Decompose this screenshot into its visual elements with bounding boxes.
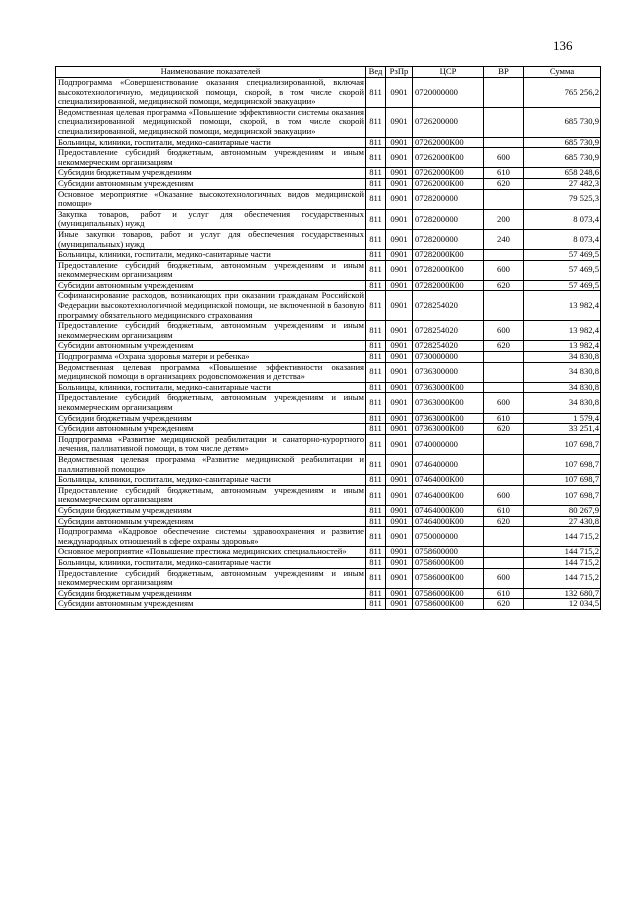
ved-cell: 811 [366,352,386,363]
csr-cell: 07586000К00 [413,568,484,588]
name-cell: Субсидии автономным учреждениям [56,516,366,527]
sum-cell: 13 982,4 [524,321,601,341]
csr-cell: 0728254020 [413,321,484,341]
sum-cell: 79 525,3 [524,189,601,209]
sum-cell: 685 730,9 [524,137,601,148]
vr-cell: 620 [484,516,524,527]
ved-cell: 811 [366,568,386,588]
rzpr-cell: 0901 [386,382,413,393]
table-row [56,362,601,382]
ved-cell: 811 [366,209,386,229]
name-cell: Подпрограмма «Кадровое обеспечение системы здравоохранения и развитие международных отношений в сфере охраны здоровья» [56,527,366,547]
sum-cell: 57 469,5 [524,260,601,280]
rzpr-cell: 0901 [386,475,413,486]
vr-cell [484,250,524,261]
csr-cell: 0726200000 [413,107,484,137]
vr-cell: 620 [484,280,524,291]
rzpr-cell: 0901 [386,260,413,280]
table-row [56,291,601,321]
sum-cell: 107 698,7 [524,475,601,486]
csr-cell: 0728200000 [413,209,484,229]
ved-cell: 811 [366,229,386,249]
table-row [56,588,601,599]
name-cell: Предоставление субсидий бюджетным, автономным учреждениям и иным некоммерческим организациям [56,321,366,341]
rzpr-cell: 0901 [386,229,413,249]
ved-cell: 811 [366,599,386,610]
name-cell: Субсидии автономным учреждениям [56,280,366,291]
csr-cell: 0728200000 [413,229,484,249]
sum-cell: 57 469,5 [524,280,601,291]
vr-cell [484,137,524,148]
ved-cell: 811 [366,250,386,261]
ved-cell: 811 [366,78,386,108]
rzpr-cell: 0901 [386,137,413,148]
sum-cell: 1 579,4 [524,413,601,424]
table-row [56,189,601,209]
csr-cell: 07262000К00 [413,168,484,179]
vr-cell: 600 [484,393,524,413]
rzpr-cell: 0901 [386,516,413,527]
sum-cell: 107 698,7 [524,434,601,454]
table-row [56,137,601,148]
ved-cell: 811 [366,148,386,168]
csr-cell: 0730000000 [413,352,484,363]
rzpr-cell: 0901 [386,413,413,424]
rzpr-cell: 0901 [386,78,413,108]
csr-cell: 07464000К00 [413,485,484,505]
csr-cell: 07282000К00 [413,280,484,291]
ved-cell: 811 [366,137,386,148]
csr-cell: 07282000К00 [413,250,484,261]
csr-cell: 07363000К00 [413,413,484,424]
header-rzpr: РзПр [386,67,413,78]
vr-cell [484,189,524,209]
csr-cell: 07586000К00 [413,588,484,599]
name-cell: Основное мероприятие «Повышение престижа медицинских специальностей» [56,547,366,558]
table-row [56,352,601,363]
header-name: Наименование показателей [56,67,366,78]
vr-cell: 610 [484,505,524,516]
ved-cell: 811 [366,321,386,341]
name-cell: Ведомственная целевая программа «Развитие медицинской реабилитации и паллиативной помощи» [56,454,366,474]
table-row [56,527,601,547]
ved-cell: 811 [366,516,386,527]
vr-cell [484,454,524,474]
rzpr-cell: 0901 [386,341,413,352]
table-row [56,475,601,486]
csr-cell: 07282000К00 [413,260,484,280]
ved-cell: 811 [366,189,386,209]
vr-cell [484,291,524,321]
sum-cell: 8 073,4 [524,229,601,249]
name-cell: Иные закупки товаров, работ и услуг для обеспечения государственных (муниципальных) нужд [56,229,366,249]
name-cell: Ведомственная целевая программа «Повышение эффективности системы оказания специализированной медицинской помощи, скорой, в том числе скорой специализированной, медицинской помощи, медицинской эвакуации» [56,107,366,137]
csr-cell: 07363000К00 [413,382,484,393]
vr-cell [484,557,524,568]
rzpr-cell: 0901 [386,168,413,179]
csr-cell: 0728254020 [413,341,484,352]
vr-cell [484,475,524,486]
table-row [56,178,601,189]
csr-cell: 07464000К00 [413,475,484,486]
sum-cell: 80 267,9 [524,505,601,516]
table-row [56,260,601,280]
sum-cell: 144 715,2 [524,557,601,568]
table-row [56,209,601,229]
sum-cell: 765 256,2 [524,78,601,108]
csr-cell: 0746400000 [413,454,484,474]
ved-cell: 811 [366,475,386,486]
page-number: 136 [553,38,573,53]
ved-cell: 811 [366,485,386,505]
table-row [56,280,601,291]
header-vr: ВР [484,67,524,78]
ved-cell: 811 [366,280,386,291]
ved-cell: 811 [366,260,386,280]
table-row [56,413,601,424]
vr-cell: 200 [484,209,524,229]
table-row [56,341,601,352]
name-cell: Субсидии автономным учреждениям [56,424,366,435]
name-cell: Основное мероприятие «Оказание высокотехнологичных видов медицинской помощи» [56,189,366,209]
vr-cell: 600 [484,148,524,168]
table-row [56,424,601,435]
name-cell: Софинансирование расходов, возникающих при оказании гражданам Российской Федерации высокотехнологичной медицинской помощи, не включенной в базовую программу обязательного медицинского страхования [56,291,366,321]
ved-cell: 811 [366,341,386,352]
vr-cell: 620 [484,178,524,189]
name-cell: Субсидии бюджетным учреждениям [56,168,366,179]
vr-cell [484,527,524,547]
ved-cell: 811 [366,168,386,179]
rzpr-cell: 0901 [386,547,413,558]
table-header-row [56,67,601,78]
rzpr-cell: 0901 [386,599,413,610]
table-row [56,321,601,341]
rzpr-cell: 0901 [386,557,413,568]
csr-cell: 07464000К00 [413,516,484,527]
name-cell: Предоставление субсидий бюджетным, автономным учреждениям и иным некоммерческим организациям [56,568,366,588]
vr-cell: 600 [484,485,524,505]
rzpr-cell: 0901 [386,178,413,189]
sum-cell: 107 698,7 [524,485,601,505]
sum-cell: 34 830,8 [524,382,601,393]
csr-cell: 0740000000 [413,434,484,454]
csr-cell: 07586000К00 [413,557,484,568]
ved-cell: 811 [366,424,386,435]
sum-cell: 144 715,2 [524,568,601,588]
rzpr-cell: 0901 [386,588,413,599]
rzpr-cell: 0901 [386,148,413,168]
ved-cell: 811 [366,413,386,424]
sum-cell: 132 680,7 [524,588,601,599]
name-cell: Субсидии автономным учреждениям [56,341,366,352]
table-row [56,454,601,474]
sum-cell: 27 430,8 [524,516,601,527]
name-cell: Подпрограмма «Совершенствование оказания специализированной, включая высокотехнологичную, медицинской помощи, скорой, в том числе скорой специализированной, медицинской помощи, медицинской эвакуации» [56,78,366,108]
vr-cell: 240 [484,229,524,249]
sum-cell: 107 698,7 [524,454,601,474]
table-row [56,485,601,505]
name-cell: Подпрограмма «Развитие медицинской реабилитации и санаторно-курортного лечения, паллиативной помощи, в том числе детям» [56,434,366,454]
vr-cell: 600 [484,568,524,588]
rzpr-cell: 0901 [386,505,413,516]
csr-cell: 07586000К00 [413,599,484,610]
csr-cell: 0750000000 [413,527,484,547]
sum-cell: 658 248,6 [524,168,601,179]
table-row [56,250,601,261]
rzpr-cell: 0901 [386,189,413,209]
name-cell: Больницы, клиники, госпитали, медико-санитарные части [56,557,366,568]
ved-cell: 811 [366,107,386,137]
csr-cell: 07262000К00 [413,178,484,189]
name-cell: Предоставление субсидий бюджетным, автономным учреждениям и иным некоммерческим организациям [56,260,366,280]
name-cell: Больницы, клиники, госпитали, медико-санитарные части [56,250,366,261]
table-row [56,599,601,610]
vr-cell: 620 [484,341,524,352]
sum-cell: 34 830,8 [524,393,601,413]
vr-cell: 610 [484,168,524,179]
sum-cell: 144 715,2 [524,527,601,547]
table-row [56,568,601,588]
ved-cell: 811 [366,527,386,547]
name-cell: Больницы, клиники, госпитали, медико-санитарные части [56,382,366,393]
name-cell: Предоставление субсидий бюджетным, автономным учреждениям и иным некоммерческим организациям [56,393,366,413]
sum-cell: 685 730,9 [524,148,601,168]
sum-cell: 34 830,8 [524,352,601,363]
csr-cell: 0736300000 [413,362,484,382]
table-row [56,107,601,137]
rzpr-cell: 0901 [386,209,413,229]
name-cell: Субсидии бюджетным учреждениям [56,413,366,424]
csr-cell: 0758600000 [413,547,484,558]
rzpr-cell: 0901 [386,485,413,505]
vr-cell [484,434,524,454]
csr-cell: 07363000К00 [413,393,484,413]
table-row [56,229,601,249]
vr-cell: 600 [484,260,524,280]
sum-cell: 13 982,4 [524,291,601,321]
name-cell: Субсидии бюджетным учреждениям [56,588,366,599]
sum-cell: 57 469,5 [524,250,601,261]
sum-cell: 34 830,8 [524,362,601,382]
table-row [56,505,601,516]
ved-cell: 811 [366,362,386,382]
rzpr-cell: 0901 [386,280,413,291]
name-cell: Ведомственная целевая программа «Повышение эффективности оказания медицинской помощи в организациях родовспоможения и детства» [56,362,366,382]
ved-cell: 811 [366,382,386,393]
vr-cell: 620 [484,599,524,610]
name-cell: Субсидии автономным учреждениям [56,599,366,610]
name-cell: Закупка товаров, работ и услуг для обеспечения государственных (муниципальных) нужд [56,209,366,229]
vr-cell [484,107,524,137]
ved-cell: 811 [366,178,386,189]
vr-cell: 610 [484,413,524,424]
ved-cell: 811 [366,393,386,413]
table-row [56,78,601,108]
table-row [56,393,601,413]
vr-cell [484,547,524,558]
csr-cell: 0720000000 [413,78,484,108]
ved-cell: 811 [366,557,386,568]
header-ved: Вед [366,67,386,78]
header-csr: ЦСР [413,67,484,78]
ved-cell: 811 [366,291,386,321]
ved-cell: 811 [366,588,386,599]
header-sum: Сумма [524,67,601,78]
rzpr-cell: 0901 [386,434,413,454]
vr-cell [484,382,524,393]
name-cell: Больницы, клиники, госпитали, медико-санитарные части [56,137,366,148]
sum-cell: 13 982,4 [524,341,601,352]
rzpr-cell: 0901 [386,352,413,363]
ved-cell: 811 [366,505,386,516]
sum-cell: 27 482,3 [524,178,601,189]
rzpr-cell: 0901 [386,107,413,137]
name-cell: Субсидии автономным учреждениям [56,178,366,189]
sum-cell: 33 251,4 [524,424,601,435]
ved-cell: 811 [366,454,386,474]
vr-cell [484,78,524,108]
vr-cell [484,362,524,382]
rzpr-cell: 0901 [386,291,413,321]
csr-cell: 07262000К00 [413,137,484,148]
name-cell: Предоставление субсидий бюджетным, автономным учреждениям и иным некоммерческим организациям [56,485,366,505]
sum-cell: 144 715,2 [524,547,601,558]
table-row [56,148,601,168]
table-row [56,168,601,179]
csr-cell: 07363000К00 [413,424,484,435]
name-cell: Подпрограмма «Охрана здоровья матери и ребенка» [56,352,366,363]
sum-cell: 12 034,5 [524,599,601,610]
rzpr-cell: 0901 [386,527,413,547]
sum-cell: 8 073,4 [524,209,601,229]
csr-cell: 07262000К00 [413,148,484,168]
csr-cell: 0728200000 [413,189,484,209]
vr-cell: 600 [484,321,524,341]
name-cell: Предоставление субсидий бюджетным, автономным учреждениям и иным некоммерческим организациям [56,148,366,168]
rzpr-cell: 0901 [386,568,413,588]
name-cell: Больницы, клиники, госпитали, медико-санитарные части [56,475,366,486]
csr-cell: 07464000К00 [413,505,484,516]
vr-cell: 610 [484,588,524,599]
csr-cell: 0728254020 [413,291,484,321]
rzpr-cell: 0901 [386,454,413,474]
table-row [56,557,601,568]
ved-cell: 811 [366,434,386,454]
rzpr-cell: 0901 [386,321,413,341]
sum-cell: 685 730,9 [524,107,601,137]
table-row [56,516,601,527]
table-row [56,547,601,558]
table-row [56,434,601,454]
rzpr-cell: 0901 [386,424,413,435]
rzpr-cell: 0901 [386,250,413,261]
ved-cell: 811 [366,547,386,558]
rzpr-cell: 0901 [386,393,413,413]
vr-cell [484,352,524,363]
rzpr-cell: 0901 [386,362,413,382]
budget-table [55,66,601,610]
name-cell: Субсидии бюджетным учреждениям [56,505,366,516]
table-row [56,382,601,393]
vr-cell: 620 [484,424,524,435]
